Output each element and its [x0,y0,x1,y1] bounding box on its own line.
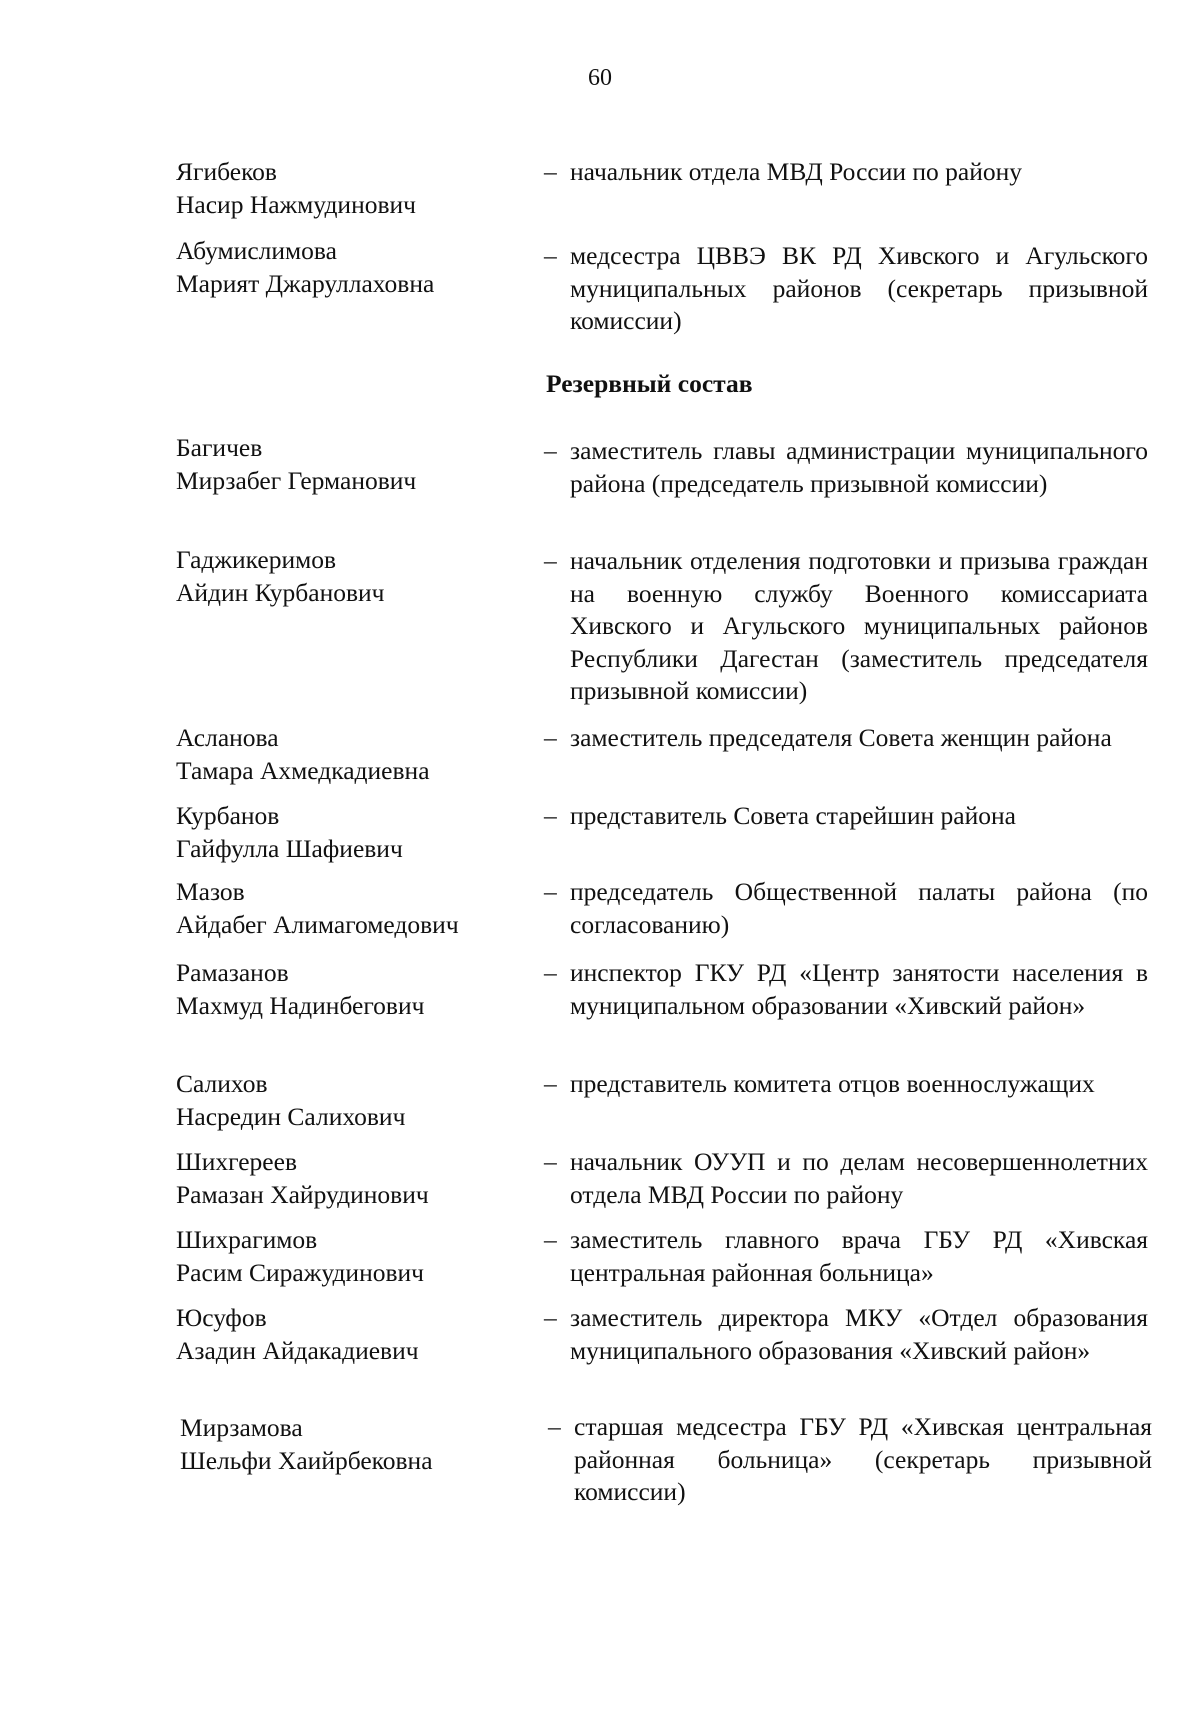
dash-separator: – [544,958,557,987]
member-fullname [176,957,546,1022]
member-name: Гайфулла Шафиевич [176,833,403,863]
member-name: Марият Джаруллаховна [176,268,435,298]
member-fullname [176,1224,546,1289]
member-fullname [176,800,546,865]
member-role: председатель Общественной палаты района (по согласованию) [570,877,1148,939]
member-name: Махмуд Надинбегович [176,990,425,1020]
member-name: Насир Нажмудинович [176,189,416,219]
dash-separator: – [544,1225,557,1254]
dash-separator: – [544,877,557,906]
member-surname: Рамазанов [176,958,289,987]
dash-separator: – [544,436,557,465]
member-role: представитель Совета старейшин района [570,801,1016,830]
member-name: Мирзабег Германович [176,465,417,495]
member-surname: Асланова [176,723,279,752]
dash-separator: – [544,723,557,752]
member-fullname [180,1412,550,1477]
member-fullname [176,1302,546,1367]
member-fullname [176,1068,546,1133]
dash-separator: – [544,1303,557,1332]
member-fullname [176,1146,546,1211]
member-surname: Багичев [176,433,263,462]
dash-separator: – [544,546,557,575]
member-role: начальник отдела МВД России по району [570,157,1023,186]
member-name: Айдабег Алимагомедович [176,909,459,939]
member-fullname [176,544,546,609]
member-name: Азадин Айдакадиевич [176,1335,419,1365]
dash-separator: – [544,1147,557,1176]
member-role: заместитель главного врача ГБУ РД «Хивская центральная районная больница» [570,1225,1148,1287]
member-role: инспектор ГКУ РД «Центр занятости населения в муниципальном образовании «Хивский район» [570,958,1148,1020]
member-role: представитель комитета отцов военнослужащих [570,1069,1095,1098]
member-role: начальник ОУУП и по делам несовершеннолетних отдела МВД России по району [570,1147,1148,1209]
member-role: старшая медсестра ГБУ РД «Хивская центральная районная больница» (секретарь призывной комиссии) [574,1412,1152,1506]
member-fullname [176,722,546,787]
member-fullname [176,432,546,497]
member-name: Расим Сиражудинович [176,1257,424,1287]
member-surname: Юсуфов [176,1303,267,1332]
dash-separator: – [544,801,557,830]
member-role: начальник отделения подготовки и призыва граждан на военную службу Военного комиссариата Хивского и Агульского муниципальных районов Республики Дагестан (заместитель председателя призывной комиссии) [570,546,1148,705]
member-surname: Мирзамова [180,1413,303,1442]
dash-separator: – [544,241,557,270]
member-surname: Гаджикеримов [176,545,337,574]
member-surname: Мазов [176,877,245,906]
member-surname: Ягибеков [176,157,277,186]
member-name: Тамара Ахмедкадиевна [176,755,430,785]
member-name: Шельфи Хаийрбековна [180,1445,433,1475]
member-role: заместитель председателя Совета женщин района [570,723,1112,752]
member-name: Насредин Салихович [176,1101,406,1131]
member-role: заместитель главы администрации муниципального района (председатель призывной комиссии) [570,436,1148,498]
member-fullname [176,156,546,221]
member-name: Рамазан Хайрудинович [176,1179,429,1209]
member-role: заместитель директора МКУ «Отдел образования муниципального образования «Хивский район» [570,1303,1148,1365]
section-heading: Резервный состав [546,369,753,398]
page-number: 60 [588,65,612,91]
dash-separator: – [548,1412,561,1441]
member-surname: Шихгереев [176,1147,297,1176]
member-fullname [176,235,546,300]
member-name: Айдин Курбанович [176,577,385,607]
member-surname: Абумислимова [176,236,337,265]
member-fullname [176,876,546,941]
dash-separator: – [544,157,557,186]
dash-separator: – [544,1069,557,1098]
member-surname: Шихрагимов [176,1225,318,1254]
member-surname: Салихов [176,1069,268,1098]
member-role: медсестра ЦВВЭ ВК РД Хивского и Агульского муниципальных районов (секретарь призывной комиссии) [570,241,1148,335]
member-surname: Курбанов [176,801,280,830]
